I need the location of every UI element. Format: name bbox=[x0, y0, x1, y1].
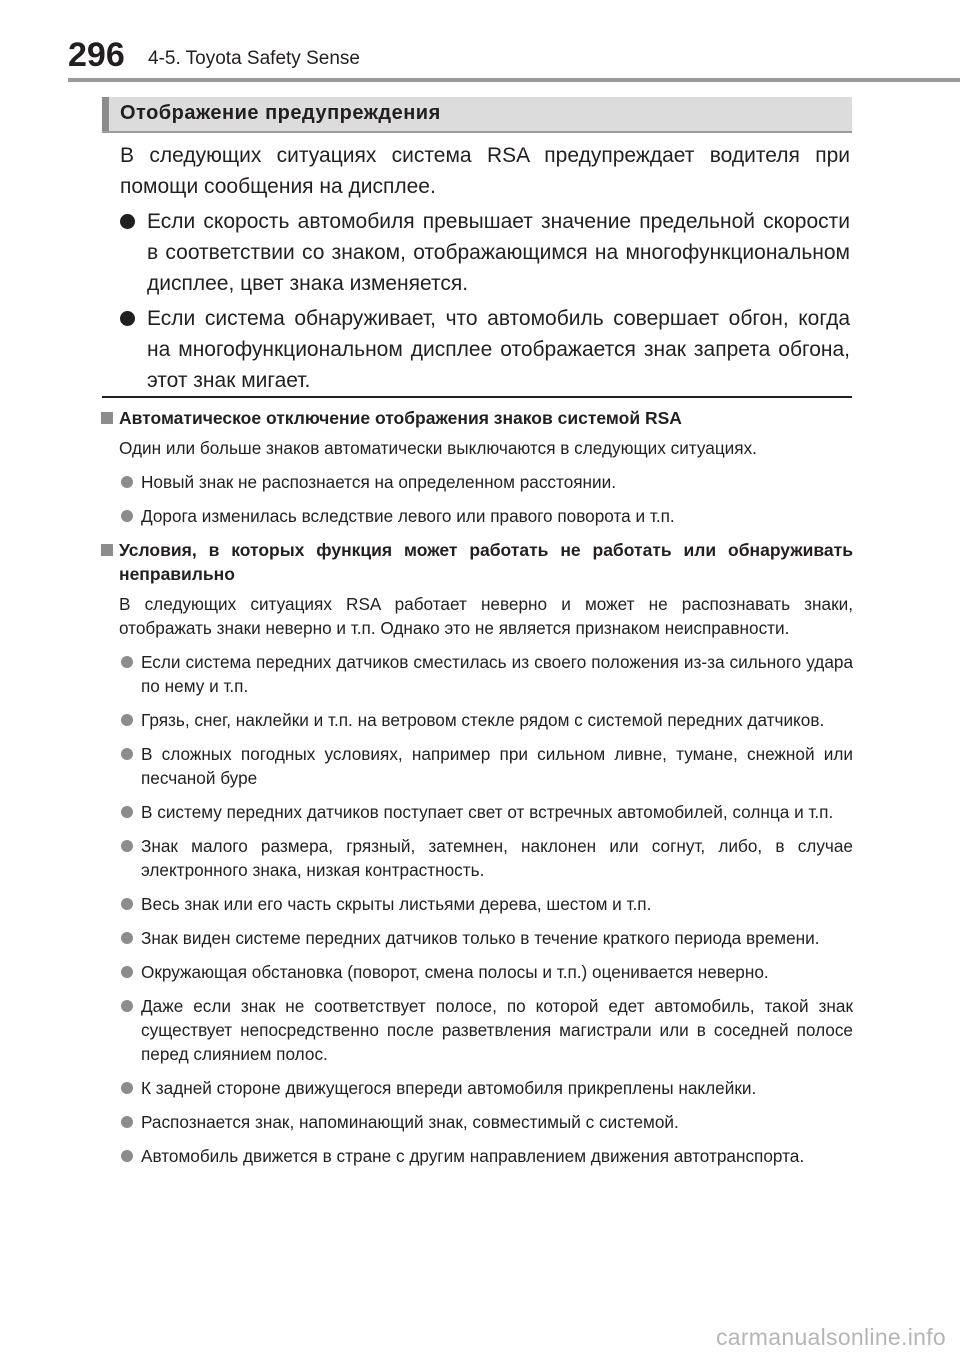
note-heading bbox=[101, 406, 853, 430]
note-bullet-text: Весь знак или его часть скрыты листьями дерева, шестом и т.п. bbox=[141, 894, 652, 914]
note-bullet bbox=[101, 504, 853, 528]
note-bullet-text: Грязь, снег, наклейки и т.п. на ветровом стекле рядом с системой передних датчиков. bbox=[141, 710, 825, 730]
section-divider bbox=[102, 396, 852, 398]
page-title: Отображение предупреждения bbox=[120, 102, 441, 124]
note-bullet bbox=[101, 834, 853, 882]
bullet-dot-icon bbox=[121, 714, 133, 726]
note-bullet bbox=[101, 1110, 853, 1134]
intro-paragraph: В следующих ситуациях система RSA предупреждает водителя при помощи сообщения на дисплее. bbox=[120, 144, 850, 198]
bullet-dot-icon bbox=[121, 1000, 133, 1012]
watermark: carmanualsonline.info bbox=[715, 1324, 946, 1350]
bullet-dot-icon bbox=[121, 966, 133, 978]
main-text bbox=[120, 140, 850, 396]
main-bullet bbox=[120, 206, 850, 299]
notes-section bbox=[101, 406, 853, 1168]
note-heading-text: Условия, в которых функция может работать не работать или обнаруживать неправильно bbox=[119, 540, 853, 584]
note-bullet bbox=[101, 650, 853, 698]
note-bullet-text: Знак виден системе передних датчиков только в течение краткого периода времени. bbox=[141, 928, 820, 948]
note-bullet bbox=[101, 994, 853, 1066]
main-bullet-text: Если скорость автомобиля превышает значение предельной скорости в соответствии со знаком, отображающимся на многофункциональном дисплее, цвет знака изменяется. bbox=[147, 210, 850, 295]
note-bullet bbox=[101, 960, 853, 984]
bullet-dot-icon bbox=[121, 1150, 133, 1162]
note-bullet-text: Автомобиль движется в стране с другим направлением движения автотранспорта. bbox=[141, 1146, 805, 1166]
note-bullet-text: Знак малого размера, грязный, затемнен, наклонен или согнут, либо, в случае электронного знака, низкая контрастность. bbox=[141, 836, 853, 880]
square-bullet-icon bbox=[101, 544, 113, 556]
main-bullet bbox=[120, 303, 850, 396]
bullet-dot-icon bbox=[121, 932, 133, 944]
bullet-dot-icon bbox=[121, 476, 133, 488]
note-bullet bbox=[101, 926, 853, 950]
note-bullet bbox=[101, 470, 853, 494]
title-bar bbox=[102, 97, 852, 133]
note-bullet-text: Если система передних датчиков сместилась из своего положения из-за сильного удара по нему и т.п. bbox=[141, 652, 853, 696]
bullet-dot-icon bbox=[121, 806, 133, 818]
bullet-dot-icon bbox=[121, 510, 133, 522]
square-bullet-icon bbox=[101, 412, 113, 424]
main-bullet-text: Если система обнаруживает, что автомобиль совершает обгон, когда на многофункциональном дисплее отображается знак запрета обгона, этот знак мигает. bbox=[147, 307, 850, 392]
header-rule bbox=[68, 78, 960, 82]
bullet-dot-icon bbox=[121, 1116, 133, 1128]
note-bullet bbox=[101, 742, 853, 790]
note-bullet-text: Окружающая обстановка (поворот, смена полосы и т.п.) оценивается неверно. bbox=[141, 962, 769, 982]
note-bullet-text: В систему передних датчиков поступает свет от встречных автомобилей, солнца и т.п. bbox=[141, 802, 834, 822]
note-bullet-text: Распознается знак, напоминающий знак, совместимый с системой. bbox=[141, 1112, 679, 1132]
bullet-dot-icon bbox=[121, 898, 133, 910]
note-heading bbox=[101, 538, 853, 586]
title-accent bbox=[102, 97, 109, 131]
note-heading-text: Автоматическое отключение отображения знаков системой RSA bbox=[119, 408, 682, 428]
note-bullet bbox=[101, 1144, 853, 1168]
note-body: В следующих ситуациях RSA работает неверно и может не распознавать знаки, отображать знаки неверно и т.п. Однако это не является признаком неисправности. bbox=[119, 594, 853, 638]
bullet-dot-icon bbox=[120, 311, 135, 326]
section-title: 4-5. Toyota Safety Sense bbox=[148, 48, 360, 69]
note-bullet bbox=[101, 1076, 853, 1100]
note-bullet-text: К задней стороне движущегося впереди автомобиля прикреплены наклейки. bbox=[141, 1078, 757, 1098]
bullet-dot-icon bbox=[121, 748, 133, 760]
note-bullet bbox=[101, 892, 853, 916]
page-number: 296 bbox=[68, 36, 125, 74]
page-header bbox=[0, 0, 960, 82]
bullet-dot-icon bbox=[120, 214, 135, 229]
note-bullet-text: Дорога изменилась вследствие левого или правого поворота и т.п. bbox=[141, 506, 675, 526]
bullet-dot-icon bbox=[121, 840, 133, 852]
note-body: Один или больше знаков автоматически выключаются в следующих ситуациях. bbox=[119, 438, 757, 458]
bullet-dot-icon bbox=[121, 656, 133, 668]
note-bullet-text: Даже если знак не соответствует полосе, по которой едет автомобиль, такой знак существует непосредственно после разветвления магистрали или в соседней полосе перед слиянием полос. bbox=[141, 996, 853, 1064]
note-bullet-text: Новый знак не распознается на определенном расстоянии. bbox=[141, 472, 617, 492]
note-bullet bbox=[101, 800, 853, 824]
note-bullet-text: В сложных погодных условиях, например при сильном ливне, тумане, снежной или песчаной буре bbox=[141, 744, 853, 788]
note-bullet bbox=[101, 708, 853, 732]
bullet-dot-icon bbox=[121, 1082, 133, 1094]
